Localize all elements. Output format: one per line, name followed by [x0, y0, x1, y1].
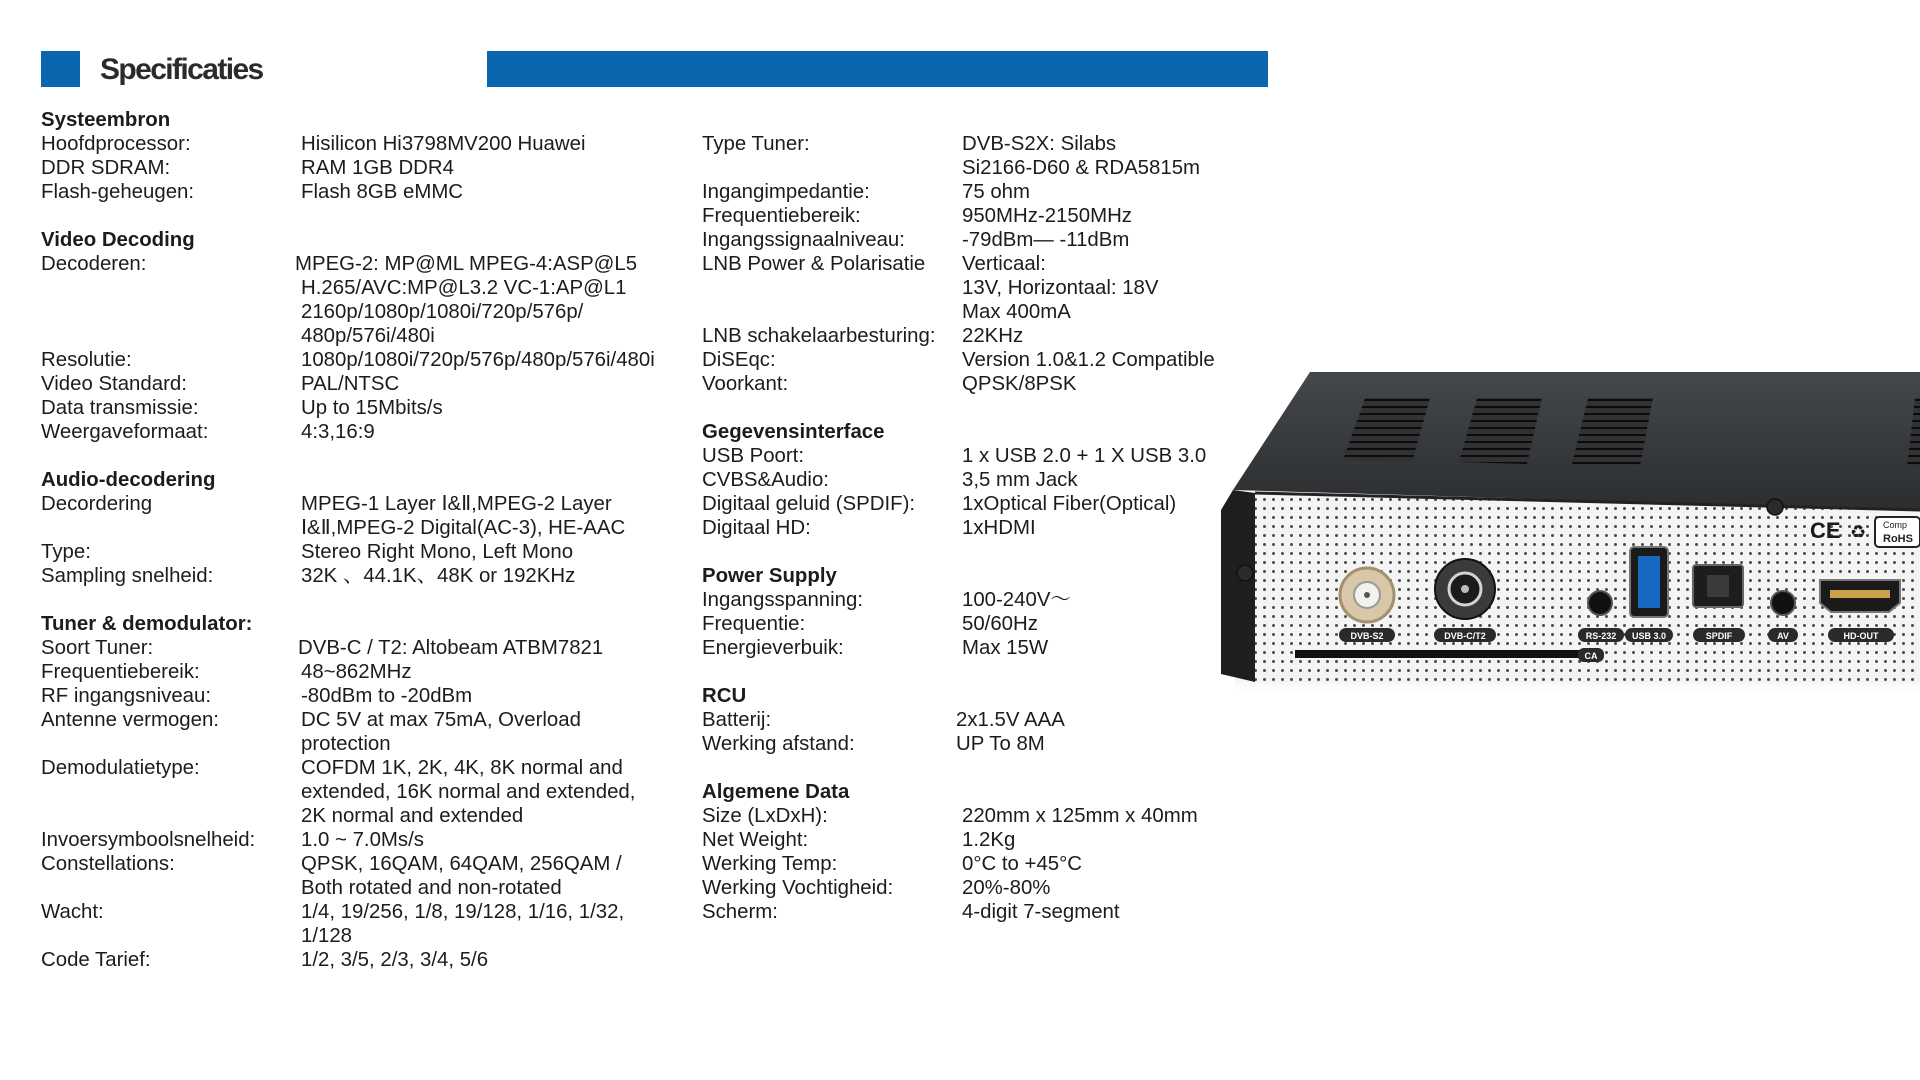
spec-label: Resolutie: — [41, 349, 132, 371]
spec-row — [702, 180, 1262, 204]
section-title-audio-decodering: Audio-decodering — [41, 469, 216, 491]
spec-value: extended, 16K normal and extended, — [301, 781, 636, 803]
spec-row — [41, 564, 681, 588]
spec-value: 100-240V～ — [962, 589, 1071, 611]
spec-column-right — [702, 108, 1262, 924]
spec-label: Weergaveformaat: — [41, 421, 209, 443]
ce-mark: CE — [1810, 518, 1841, 543]
spec-label: Antenne vermogen: — [41, 709, 219, 731]
spec-row — [41, 540, 681, 564]
spec-label: Frequentiebereik: — [41, 661, 200, 683]
spec-value: 1/128 — [301, 925, 353, 947]
spec-value: DVB-C / T2: Altobeam ATBM7821 — [298, 637, 604, 659]
spec-row — [41, 180, 681, 204]
spec-row — [41, 372, 681, 396]
spec-label: Video Standard: — [41, 373, 187, 395]
hd-out-label: HD-OUT — [1843, 631, 1879, 641]
spec-value: 50/60Hz — [962, 613, 1038, 635]
spec-value: 1/4, 19/256, 1/8, 19/128, 1/16, 1/32, — [301, 901, 625, 923]
spec-label: Decoderen: — [41, 253, 147, 275]
spec-label: USB Poort: — [702, 445, 804, 467]
spec-row — [702, 876, 1262, 900]
device-side-cap — [1221, 490, 1255, 682]
section-spacer — [41, 204, 681, 228]
usb-3-label: USB 3.0 — [1631, 631, 1667, 641]
spec-row — [702, 132, 1262, 180]
spec-label: Werking Vochtigheid: — [702, 877, 894, 899]
spec-row — [41, 756, 681, 828]
av-port — [1771, 591, 1795, 615]
spec-row — [702, 468, 1262, 492]
spec-value: 4-digit 7-segment — [962, 901, 1120, 923]
section-spacer — [702, 756, 1262, 780]
dvb-c-t2-pin — [1461, 585, 1469, 593]
device-rear-panel-image — [1215, 360, 1920, 700]
spec-label: Energieverbuik: — [702, 637, 844, 659]
spec-row — [702, 252, 1262, 324]
rs-232-label: RS-232 — [1585, 631, 1617, 641]
spec-row — [702, 516, 1262, 540]
spec-value: Max 400mA — [962, 301, 1071, 323]
spec-row — [702, 324, 1262, 348]
section-title-tuner-demodulator: Tuner & demodulator: — [41, 613, 253, 635]
spec-value: 950MHz-2150MHz — [962, 205, 1132, 227]
spec-row — [702, 444, 1262, 468]
spec-value: 2160p/1080p/1080i/720p/576p/ — [301, 301, 584, 323]
spec-label: Soort Tuner: — [41, 637, 154, 659]
spec-value: UP To 8M — [956, 733, 1045, 755]
spec-value: Version 1.0&1.2 Compatible — [962, 349, 1215, 371]
spdif-port-shutter — [1707, 575, 1729, 597]
spec-label: LNB schakelaarbesturing: — [702, 325, 936, 347]
spec-label: Ingangsspanning: — [702, 589, 863, 611]
spec-value: 480p/576i/480i — [301, 325, 435, 347]
hdmi-contacts — [1830, 590, 1890, 598]
spec-row — [41, 948, 681, 972]
spdif-label: SPDIF — [1705, 631, 1733, 641]
header-accent-bar — [487, 51, 1268, 87]
spec-row — [41, 420, 681, 444]
section-title-video-decoding: Video Decoding — [41, 229, 195, 251]
spec-value: Stereo Right Mono, Left Mono — [301, 541, 574, 563]
spec-label: Batterij: — [702, 709, 772, 731]
spec-row — [702, 708, 1262, 732]
spec-value: 0°C to +45°C — [962, 853, 1083, 875]
spec-label: DiSEqc: — [702, 349, 776, 371]
header-accent-square — [41, 51, 80, 87]
rohs-compliant-text: Comp — [1883, 520, 1908, 530]
spec-label: LNB Power & Polarisatie — [702, 253, 926, 275]
rohs-text: RoHS — [1883, 533, 1913, 545]
spec-value: MPEG-2: MP@ML MPEG-4:ASP@L5 — [295, 253, 638, 275]
spec-value: 1 x USB 2.0 + 1 X USB 3.0 — [962, 445, 1207, 467]
spec-value: 4:3,16:9 — [301, 421, 375, 443]
av-label: AV — [1777, 631, 1789, 641]
spec-label: Invoersymboolsnelheid: — [41, 829, 256, 851]
section-spacer — [41, 588, 681, 612]
spec-row — [702, 852, 1262, 876]
spec-label: DDR SDRAM: — [41, 157, 171, 179]
page-title: Specificaties — [100, 53, 263, 86]
spec-row — [41, 660, 681, 684]
spec-label: Frequentie: — [702, 613, 806, 635]
spec-value: Up to 15Mbits/s — [301, 397, 443, 419]
rs-232-port — [1588, 591, 1612, 615]
spec-value: 32K 、44.1K、48K or 192KHz — [301, 565, 576, 587]
spec-row — [41, 900, 681, 948]
spec-label: Digitaal geluid (SPDIF): — [702, 493, 916, 515]
spec-label: Sampling snelheid: — [41, 565, 214, 587]
device-top-lid — [1233, 372, 1920, 510]
spec-value: 2K normal and extended — [301, 805, 524, 827]
section-title-power-supply: Power Supply — [702, 565, 837, 587]
spec-value: 1080p/1080i/720p/576p/480p/576i/480i — [301, 349, 655, 371]
spec-label: Ingangimpedantie: — [702, 181, 870, 203]
spec-row — [702, 492, 1262, 516]
spec-row — [41, 396, 681, 420]
spec-value: -80dBm to -20dBm — [301, 685, 473, 707]
spec-row — [702, 348, 1262, 372]
spec-label: Size (LxDxH): — [702, 805, 828, 827]
spec-label: Scherm: — [702, 901, 778, 923]
spec-label: Decordering — [41, 493, 153, 515]
spec-value: 48~862MHz — [301, 661, 412, 683]
usb-3-tongue — [1638, 556, 1660, 608]
spec-value: 20%-80% — [962, 877, 1051, 899]
spec-row — [41, 156, 681, 180]
spec-value: 1.2Kg — [962, 829, 1016, 851]
spec-row — [41, 828, 681, 852]
spec-row — [41, 492, 681, 540]
spec-value: 75 ohm — [962, 181, 1031, 203]
spec-label: Flash-geheugen: — [41, 181, 195, 203]
spec-label: Type Tuner: — [702, 133, 810, 155]
spec-label: Frequentiebereik: — [702, 205, 861, 227]
spec-row — [702, 204, 1262, 228]
spec-value: 13V, Horizontaal: 18V — [962, 277, 1159, 299]
spec-label: Werking Temp: — [702, 853, 838, 875]
spec-row — [41, 708, 681, 756]
spec-value: Both rotated and non-rotated — [301, 877, 562, 899]
spec-label: Werking afstand: — [702, 733, 855, 755]
section-spacer — [702, 660, 1262, 684]
spec-label: Code Tarief: — [41, 949, 151, 971]
spec-row — [702, 636, 1262, 660]
spec-label: Demodulatietype: — [41, 757, 200, 779]
spec-value: 220mm x 125mm x 40mm — [962, 805, 1198, 827]
screw-icon — [1767, 499, 1783, 515]
spec-value: 3,5 mm Jack — [962, 469, 1078, 491]
spec-value: Verticaal: — [962, 253, 1046, 275]
spec-value: Flash 8GB eMMC — [301, 181, 464, 203]
spec-row — [702, 732, 1262, 756]
spec-row — [41, 684, 681, 708]
spec-value: 1xHDMI — [962, 517, 1036, 539]
spec-value: 1/2, 3/5, 2/3, 3/4, 5/6 — [301, 949, 489, 971]
spec-label: Constellations: — [41, 853, 175, 875]
spec-value: QPSK, 16QAM, 64QAM, 256QAM / — [301, 853, 622, 875]
spec-label: Ingangssignaalniveau: — [702, 229, 905, 251]
spec-label: Type: — [41, 541, 91, 563]
spec-value: H.265/AVC:MP@L3.2 VC-1:AP@L1 — [301, 277, 627, 299]
spec-value: 2x1.5V AAA — [956, 709, 1065, 731]
spec-label: RF ingangsniveau: — [41, 685, 212, 707]
spec-value: MPEG-1 Layer Ⅰ&Ⅱ,MPEG-2 Layer — [301, 493, 612, 515]
spec-row — [41, 636, 681, 660]
spec-value: Hisilicon Hi3798MV200 Huawei — [301, 133, 586, 155]
spec-label: Net Weight: — [702, 829, 809, 851]
spec-label: CVBS&Audio: — [702, 469, 829, 491]
spec-value: RAM 1GB DDR4 — [301, 157, 454, 179]
spec-value: COFDM 1K, 2K, 4K, 8K normal and — [301, 757, 623, 779]
spec-value: 22KHz — [962, 325, 1024, 347]
spec-value: QPSK/8PSK — [962, 373, 1077, 395]
spec-row — [702, 828, 1262, 852]
spec-row — [41, 132, 681, 156]
section-title-rcu: RCU — [702, 685, 747, 707]
spec-value: DC 5V at max 75mA, Overload — [301, 709, 581, 731]
spec-label: Digitaal HD: — [702, 517, 811, 539]
spec-row — [702, 372, 1262, 396]
spec-row — [41, 348, 681, 372]
spec-label: Wacht: — [41, 901, 104, 923]
section-title-systeembron: Systeembron — [41, 109, 171, 131]
spec-row — [702, 804, 1262, 828]
spec-row — [702, 228, 1262, 252]
section-spacer — [702, 108, 1262, 132]
spec-row — [41, 852, 681, 900]
section-title-gegevensinterface: Gegevensinterface — [702, 421, 885, 443]
section-title-algemene-data: Algemene Data — [702, 781, 850, 803]
dvb-s2-pin — [1364, 592, 1370, 598]
spec-value: Si2166-D60 & RDA5815m — [962, 157, 1201, 179]
spec-column-left — [41, 108, 681, 972]
weee-bin-icon: ♻ — [1850, 522, 1867, 542]
section-spacer — [41, 444, 681, 468]
screw-icon — [1237, 565, 1253, 581]
spec-value: protection — [301, 733, 391, 755]
spec-label: Voorkant: — [702, 373, 789, 395]
card-slot — [1295, 650, 1580, 658]
section-spacer — [702, 396, 1262, 420]
spec-value: Ⅰ&Ⅱ,MPEG-2 Digital(AC-3), HE-AAC — [301, 517, 626, 539]
spec-label: Hoofdprocessor: — [41, 133, 191, 155]
spec-value: DVB-S2X: Silabs — [962, 133, 1117, 155]
spec-row — [702, 612, 1262, 636]
spec-value: 1xOptical Fiber(Optical) — [962, 493, 1177, 515]
spec-row — [702, 588, 1262, 612]
section-spacer — [702, 540, 1262, 564]
spec-value: PAL/NTSC — [301, 373, 400, 395]
spec-value: Max 15W — [962, 637, 1049, 659]
spec-value: -79dBm— -11dBm — [962, 229, 1130, 251]
spec-label: Data transmissie: — [41, 397, 199, 419]
spec-row — [702, 900, 1262, 924]
dvb-c-t2-label: DVB-C/T2 — [1444, 631, 1486, 641]
ca-label: CA — [1584, 651, 1598, 661]
spec-row — [41, 252, 681, 348]
dvb-s2-label: DVB-S2 — [1350, 631, 1384, 641]
spec-value: 1.0 ~ 7.0Ms/s — [301, 829, 424, 851]
